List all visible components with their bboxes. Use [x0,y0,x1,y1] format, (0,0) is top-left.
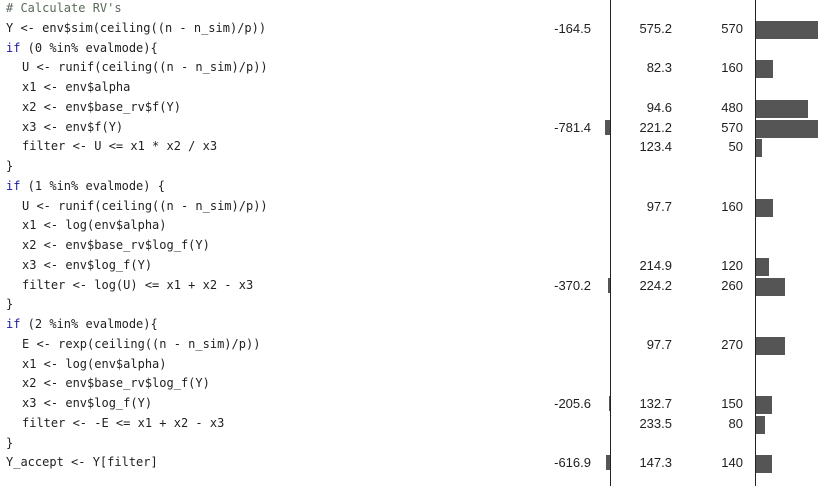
samples-value: 50 [728,139,743,155]
samples-divider [755,0,756,486]
code-line[interactable] [0,0,836,18]
samples-bar [756,337,785,355]
time-value: 221.2 [639,119,672,135]
code-line[interactable] [0,335,836,354]
samples-bar [756,199,773,217]
samples-bar [756,396,772,414]
samples-bar [756,60,773,78]
code-line[interactable] [0,414,836,433]
code-line[interactable] [0,118,836,137]
time-value: 233.5 [639,415,672,431]
code-line[interactable] [0,177,836,196]
code-line[interactable] [0,394,836,413]
time-value: 214.9 [639,257,672,273]
code-line[interactable] [0,315,836,334]
time-value: 97.7 [646,198,672,214]
code-text: filter <- -E <= x1 + x2 - x3 [22,415,225,430]
memory-value: -370.2 [554,277,591,293]
code-line[interactable] [0,98,836,117]
code-line[interactable] [0,236,836,255]
time-value: 224.2 [639,277,672,293]
memory-value: -781.4 [554,119,591,135]
samples-value: 120 [721,257,743,273]
code-text: E <- rexp(ceiling((n - n_sim)/p)) [22,336,261,351]
samples-value: 150 [721,396,743,411]
code-line[interactable] [0,453,836,472]
code-text: x1 <- env$alpha [22,80,131,94]
samples-bar [756,21,818,39]
code-line[interactable] [0,276,836,295]
code-text: x1 <- log(env$alpha) [22,356,167,371]
time-value: 82.3 [646,60,672,76]
code-text: } [6,159,14,173]
code-text: Y <- env$sim(ceiling((n - n_sim)/p)) [6,20,267,35]
memory-value: -616.9 [554,455,591,471]
code-text: if (1 %in% evalmode) { [6,178,165,193]
code-text: x2 <- env$base_rv$f(Y) [22,99,181,114]
samples-bar [756,258,769,276]
code-text: x2 <- env$base_rv$log_f(Y) [22,376,210,391]
time-value: 147.3 [639,455,672,471]
samples-bar [756,278,785,296]
code-line[interactable] [0,374,836,393]
samples-bar [756,416,765,434]
samples-value: 570 [721,20,743,36]
code-text: if (2 %in% evalmode){ [6,317,158,331]
samples-value: 80 [728,415,743,431]
code-text: U <- runif(ceiling((n - n_sim)/p)) [22,198,268,213]
samples-value: 570 [721,119,743,135]
samples-value: 480 [721,99,743,115]
code-line[interactable] [0,19,836,38]
code-text: Y_accept <- Y[filter] [6,455,158,470]
memory-value: -205.6 [554,396,591,411]
code-text: U <- runif(ceiling((n - n_sim)/p)) [22,60,268,75]
samples-bar [756,120,818,138]
samples-value: 160 [721,60,743,76]
time-value: 575.2 [639,20,672,36]
code-line[interactable] [0,58,836,77]
samples-bar [756,455,772,473]
code-line[interactable] [0,434,836,453]
code-text: } [6,297,14,312]
code-line[interactable] [0,39,836,58]
code-line[interactable] [0,355,836,374]
samples-bar [756,100,808,118]
time-value: 132.7 [639,396,672,411]
samples-bar [756,139,762,157]
code-line[interactable] [0,256,836,275]
code-text: # Calculate RV's [6,1,122,15]
code-line[interactable] [0,197,836,216]
code-line[interactable] [0,78,836,97]
code-line[interactable] [0,216,836,235]
memory-divider [610,0,611,486]
code-text: x3 <- env$f(Y) [22,119,124,134]
samples-value: 260 [721,277,743,293]
code-text: } [6,435,14,450]
memory-value: -164.5 [554,20,591,36]
code-text: x2 <- env$base_rv$log_f(Y) [22,238,210,252]
code-text: x3 <- env$log_f(Y) [22,257,153,272]
code-text: filter <- U <= x1 * x2 / x3 [22,139,218,154]
code-line[interactable] [0,157,836,176]
code-text: x1 <- log(env$alpha) [22,218,167,233]
code-text: if (0 %in% evalmode){ [6,40,158,55]
samples-value: 160 [721,198,743,214]
code-line[interactable] [0,295,836,314]
time-value: 123.4 [639,139,672,155]
samples-value: 270 [721,336,743,352]
code-text: filter <- log(U) <= x1 + x2 - x3 [22,277,254,292]
time-value: 97.7 [646,336,672,352]
code-text: x3 <- env$log_f(Y) [22,396,153,410]
time-value: 94.6 [646,99,672,115]
code-line[interactable] [0,137,836,156]
samples-value: 140 [721,455,743,471]
